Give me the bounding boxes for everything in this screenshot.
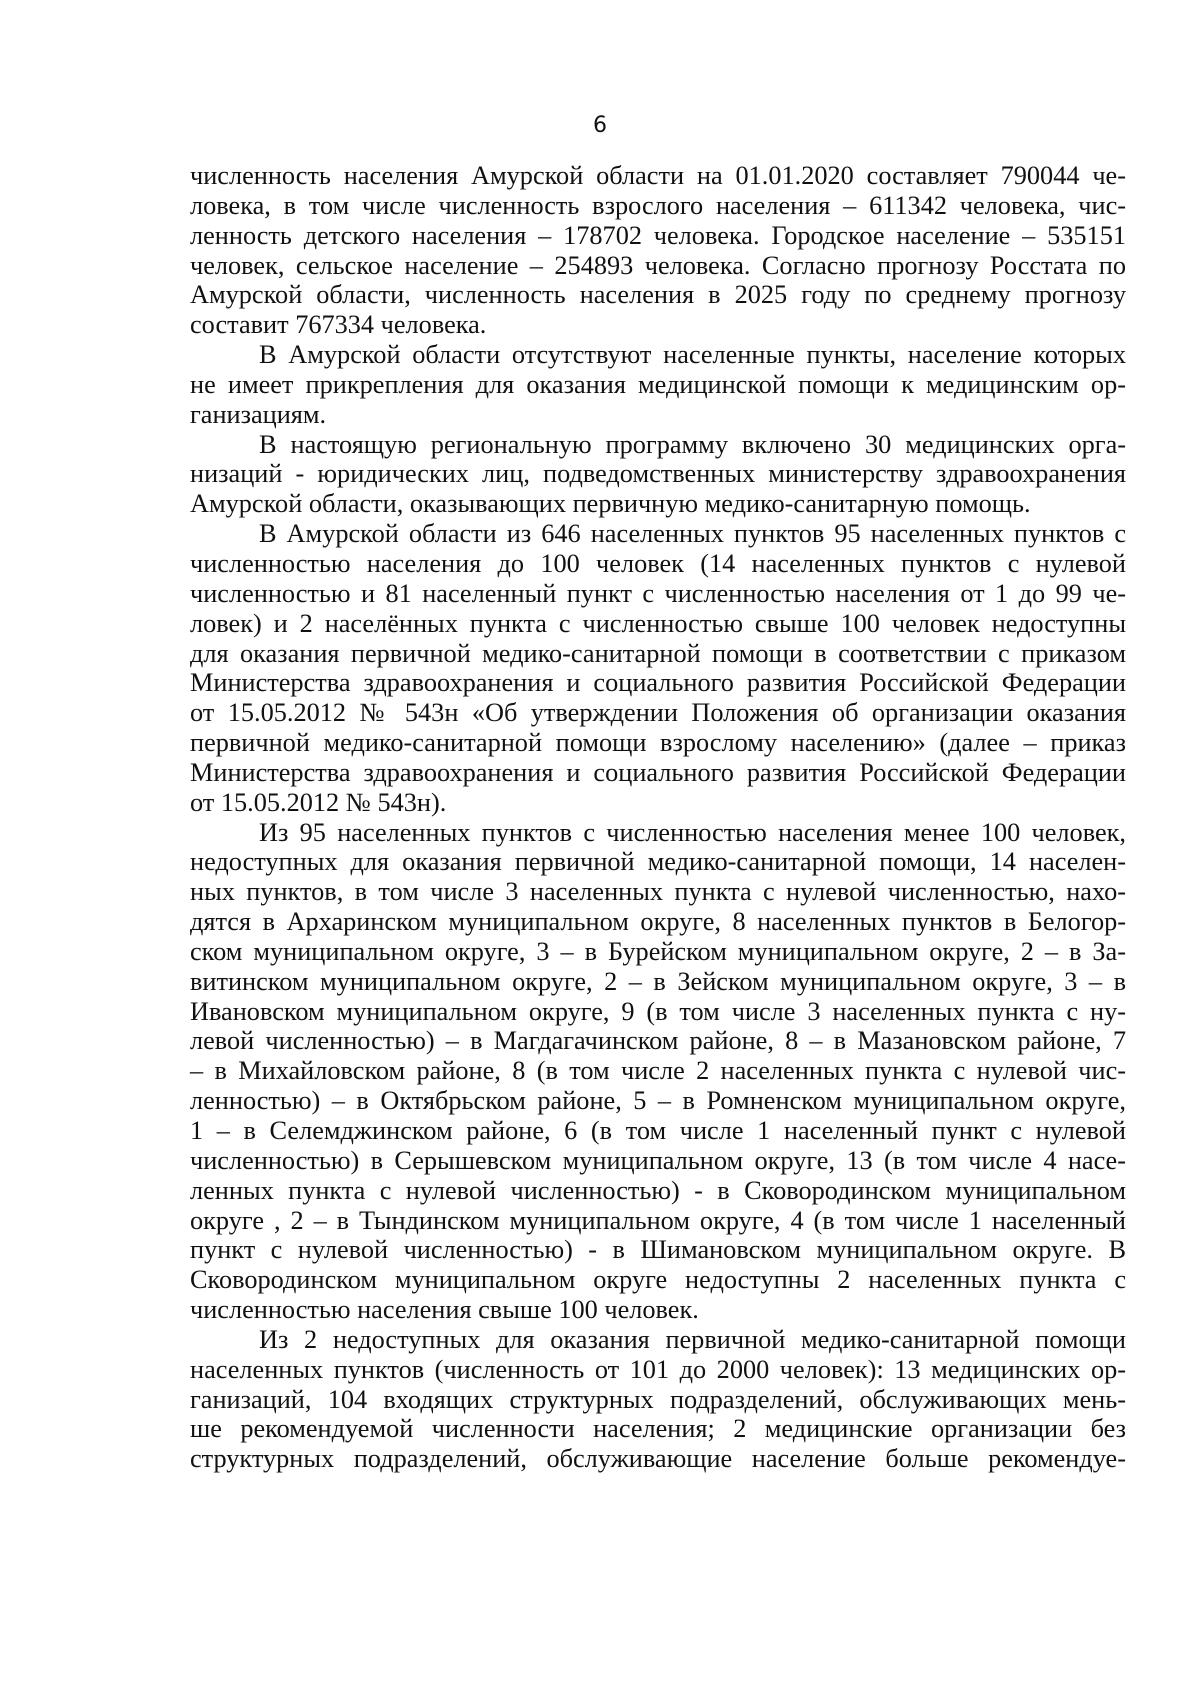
- text-line: Министерства здравоохранения и социального развития Российской Федерации: [190, 757, 1126, 787]
- text-line: ловека, в том числе численность взрослого населения – 611342 человека, чис-: [190, 190, 1126, 220]
- text-line: для оказания первичной медико-санитарной помощи в соответствии с приказом: [190, 638, 1126, 668]
- text-line: от 15.05.2012 № 543н «Об утверждении Положения об организации оказания: [190, 698, 1126, 728]
- text-line: ленных пункта с нулевой численностью) - в Сковородинском муниципальном: [190, 1175, 1126, 1205]
- text-line: дятся в Архаринском муниципальном округе, 8 населенных пунктов в Белогор-: [190, 907, 1126, 937]
- text-line: населенных пунктов (численность от 101 до 2000 человек): 13 медицинских ор-: [190, 1354, 1126, 1384]
- text-line: ленность детского населения – 178702 человека. Городское население – 535151: [190, 220, 1126, 250]
- text-line: витинском муниципальном округе, 2 – в Зейском муниципальном округе, 3 – в: [190, 966, 1126, 996]
- text-line: первичной медико-санитарной помощи взрослому населению» (далее – приказ: [190, 728, 1126, 758]
- text-line: Амурской области, численность населения в 2025 году по среднему прогнозу: [190, 280, 1126, 310]
- text-line: численность населения Амурской области на 01.01.2020 составляет 790044 че-: [190, 161, 1126, 190]
- paragraph-first-line: В настоящую региональную программу включено 30 медицинских орга-: [259, 429, 1126, 459]
- text-line: ных пунктов, в том числе 3 населенных пункта с нулевой численностью, нахо-: [190, 877, 1126, 907]
- text-line: Сковородинском муниципальном округе недоступны 2 населенных пункта с: [190, 1265, 1126, 1295]
- text-line: ленностью) – в Октябрьском районе, 5 – в Ромненском муниципальном округе,: [190, 1086, 1126, 1116]
- text-line: ганизациям.: [190, 399, 327, 429]
- page-number: 6: [593, 113, 607, 138]
- text-line: Ивановском муниципальном округе, 9 (в том числе 3 населенных пункта с ну-: [190, 996, 1126, 1026]
- text-line: численностью и 81 населенный пункт с численностью населения от 1 до 99 че-: [190, 578, 1126, 608]
- text-line: не имеет прикрепления для оказания медицинской помощи к медицинским ор-: [190, 369, 1126, 399]
- text-line: недоступных для оказания первичной медико-санитарной помощи, 14 населен-: [190, 847, 1126, 877]
- text-line: Амурской области, оказывающих первичную медико-санитарную помощь.: [190, 489, 1031, 519]
- text-line: численностью) в Серышевском муниципальном округе, 13 (в том числе 4 насе-: [190, 1145, 1126, 1175]
- text-line: ловек) и 2 населённых пункта с численностью свыше 100 человек недоступны: [190, 608, 1126, 638]
- body-text: [190, 161, 1126, 1474]
- paragraph-first-line: В Амурской области отсутствуют населенные пункты, население которых: [259, 340, 1126, 370]
- text-line: человек, сельское население – 254893 человека. Согласно прогнозу Росстата по: [190, 250, 1126, 280]
- text-line: численностью населения до 100 человек (14 населенных пунктов с нулевой: [190, 548, 1126, 578]
- text-line: пункт с нулевой численностью) - в Шимановском муниципальном округе. В: [190, 1235, 1126, 1265]
- text-line: левой численностью) – в Магдагачинском районе, 8 – в Мазановском районе, 7: [190, 1026, 1126, 1056]
- text-line: Министерства здравоохранения и социального развития Российской Федерации: [190, 668, 1126, 698]
- text-line: 1 – в Селемджинском районе, 6 (в том числе 1 населенный пункт с нулевой: [190, 1116, 1126, 1145]
- text-line: округе , 2 – в Тындинском муниципальном округе, 4 (в том числе 1 населенный: [190, 1205, 1126, 1235]
- paragraph-first-line: Из 2 недоступных для оказания первичной медико-санитарной помощи: [259, 1324, 1126, 1354]
- text-line: низаций - юридических лиц, подведомственных министерству здравоохранения: [190, 459, 1126, 489]
- paragraph-first-line: Из 95 населенных пунктов с численностью населения менее 100 человек,: [259, 817, 1126, 847]
- text-line: – в Михайловском районе, 8 (в том числе 2 населенных пункта с нулевой чис-: [190, 1056, 1126, 1086]
- text-line: ганизаций, 104 входящих структурных подразделений, обслуживающих мень-: [190, 1384, 1126, 1414]
- text-line: от 15.05.2012 № 543н).: [190, 787, 447, 817]
- text-line: составит 767334 человека.: [190, 310, 487, 340]
- text-line: ше рекомендуемой численности населения; 2 медицинские организации без: [190, 1414, 1126, 1444]
- text-line: структурных подразделений, обслуживающие население больше рекомендуе-: [190, 1444, 1126, 1474]
- text-line: численностью населения свыше 100 человек.: [190, 1295, 699, 1325]
- text-line: ском муниципальном округе, 3 – в Бурейском муниципальном округе, 2 – в За-: [190, 936, 1126, 966]
- paragraph-first-line: В Амурской области из 646 населенных пунктов 95 населенных пунктов с: [259, 519, 1126, 549]
